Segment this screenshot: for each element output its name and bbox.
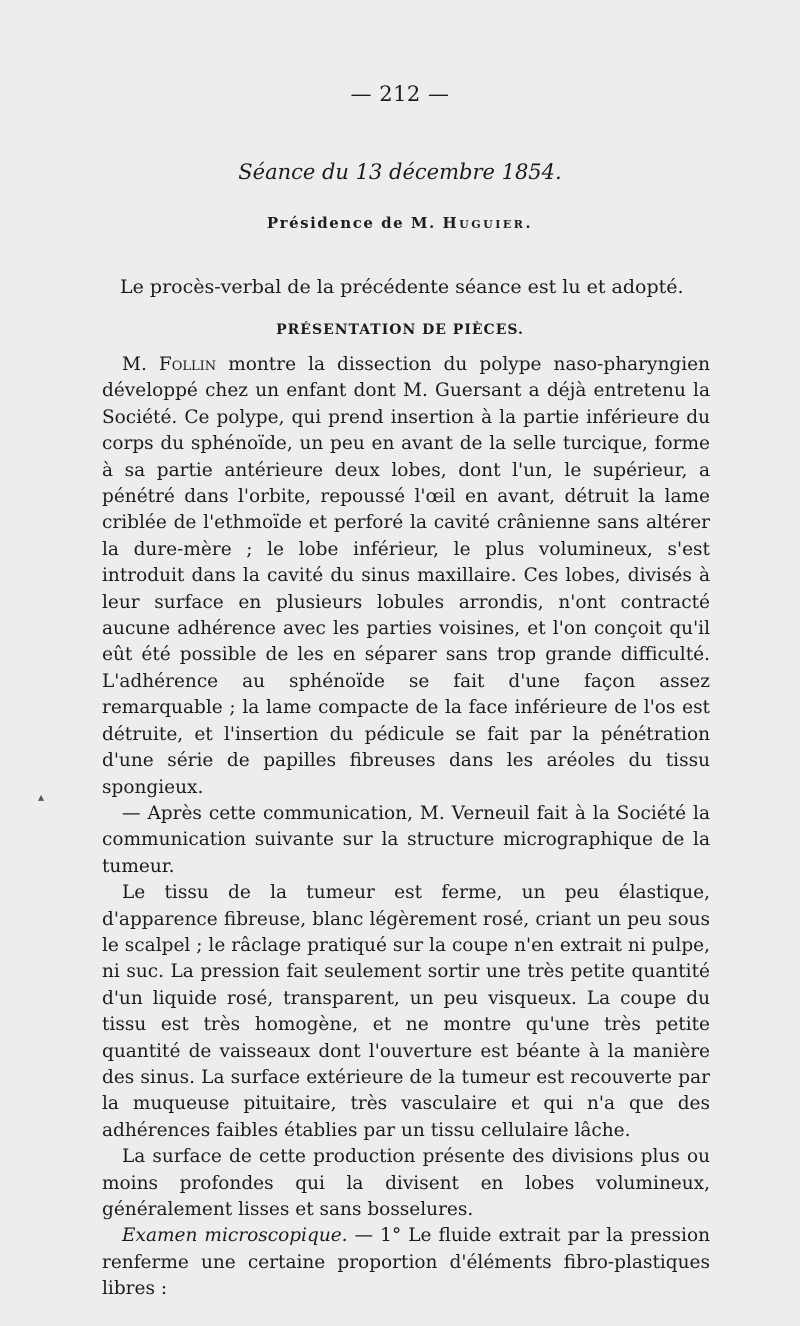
paragraph: Le tissu de la tumeur est ferme, un peu élastique, d'apparence fibreuse, blanc légèrement rosé, criant un peu sous le scalpel ; le râclage pratiqué sur la coupe n'en extrait ni pulpe, ni suc. La pression fait seulement sortir une très petite quantité d'un liquide rosé, transparent, un peu visqueux. La coupe du tissu est très homogène, et ne montre qu'une très petite quantité de vaisseaux dont l'ouverture est béante à la manière des sinus. La surface extérieure de la tumeur est recouverte par la muqueuse pituitaire, très vasculaire et qui n'a que des adhérences faibles établies par un tissu cellulaire lâche. [102,882,710,1141]
paragraph: La surface de cette production présente des divisions plus ou moins profondes qui la divisent en lobes volumineux, généralement lisses et sans bosselures. [102,1146,710,1220]
minutes-statement: Le procès-verbal de la précédente séance est lu et adopté. [120,276,684,298]
subsection-title: Examen microscopique. [122,1225,348,1247]
body-text [102,352,710,1303]
paragraph-5-text: — 1° Le fluide extrait par la pression renferme une certaine proportion d'éléments fibro-plastiques libres : [102,1225,710,1300]
presidency-prefix: Présidence de M. [266,214,436,232]
margin-mark: ▴ [38,790,45,804]
paragraph-1-text: montre la dissection du polype naso-pharyngien développé chez un enfant dont M. Guersant a déjà entretenu la Société. Ce polype, qui prend insertion à la partie inférieure du corps du sphénoïde, un peu en avant de la selle turcique, forme à sa partie antérieure deux lobes, dont l'un, le supérieur, a pénétré dans l'orbite, repoussé l'œil en avant, détruit la lame criblée de l'ethmoïde et perforé la cavité crânienne sans altérer la dure-mère ; le lobe inférieur, le plus volumineux, s'est introduit dans la cavité du sinus maxillaire. Ces lobes, divisés à leur surface en plusieurs lobules arrondis, n'ont contracté aucune adhérence avec les parties voisines, et l'on conçoit qu'il eût été possible de les en séparer sans trop grande difficulté. L'adhérence au sphénoïde se fait d'une façon assez remarquable ; la lame compacte de la face inférieure de l'os est détruite, et l'insertion du pédicule se fait par la pénétration d'une série de papilles fibreuses dans les aréoles du tissu spongieux. [102,354,710,798]
section-heading: PRÉSENTATION DE PIÈCES. [276,322,524,338]
paragraph: — Après cette communication, M. Verneuil fait à la Société la communication suivante sur la structure micrographique de la tumeur. [102,802,710,877]
session-title: Séance du 13 décembre 1854. [238,160,562,184]
paragraph [102,1223,710,1302]
presidency-line [0,214,800,232]
paragraph [102,352,710,801]
paragraph-1-start: M. [122,354,159,375]
author-name: Follin [158,354,217,375]
presidency-name: Huguier. [442,214,534,232]
page-number: — 212 — [350,82,450,106]
